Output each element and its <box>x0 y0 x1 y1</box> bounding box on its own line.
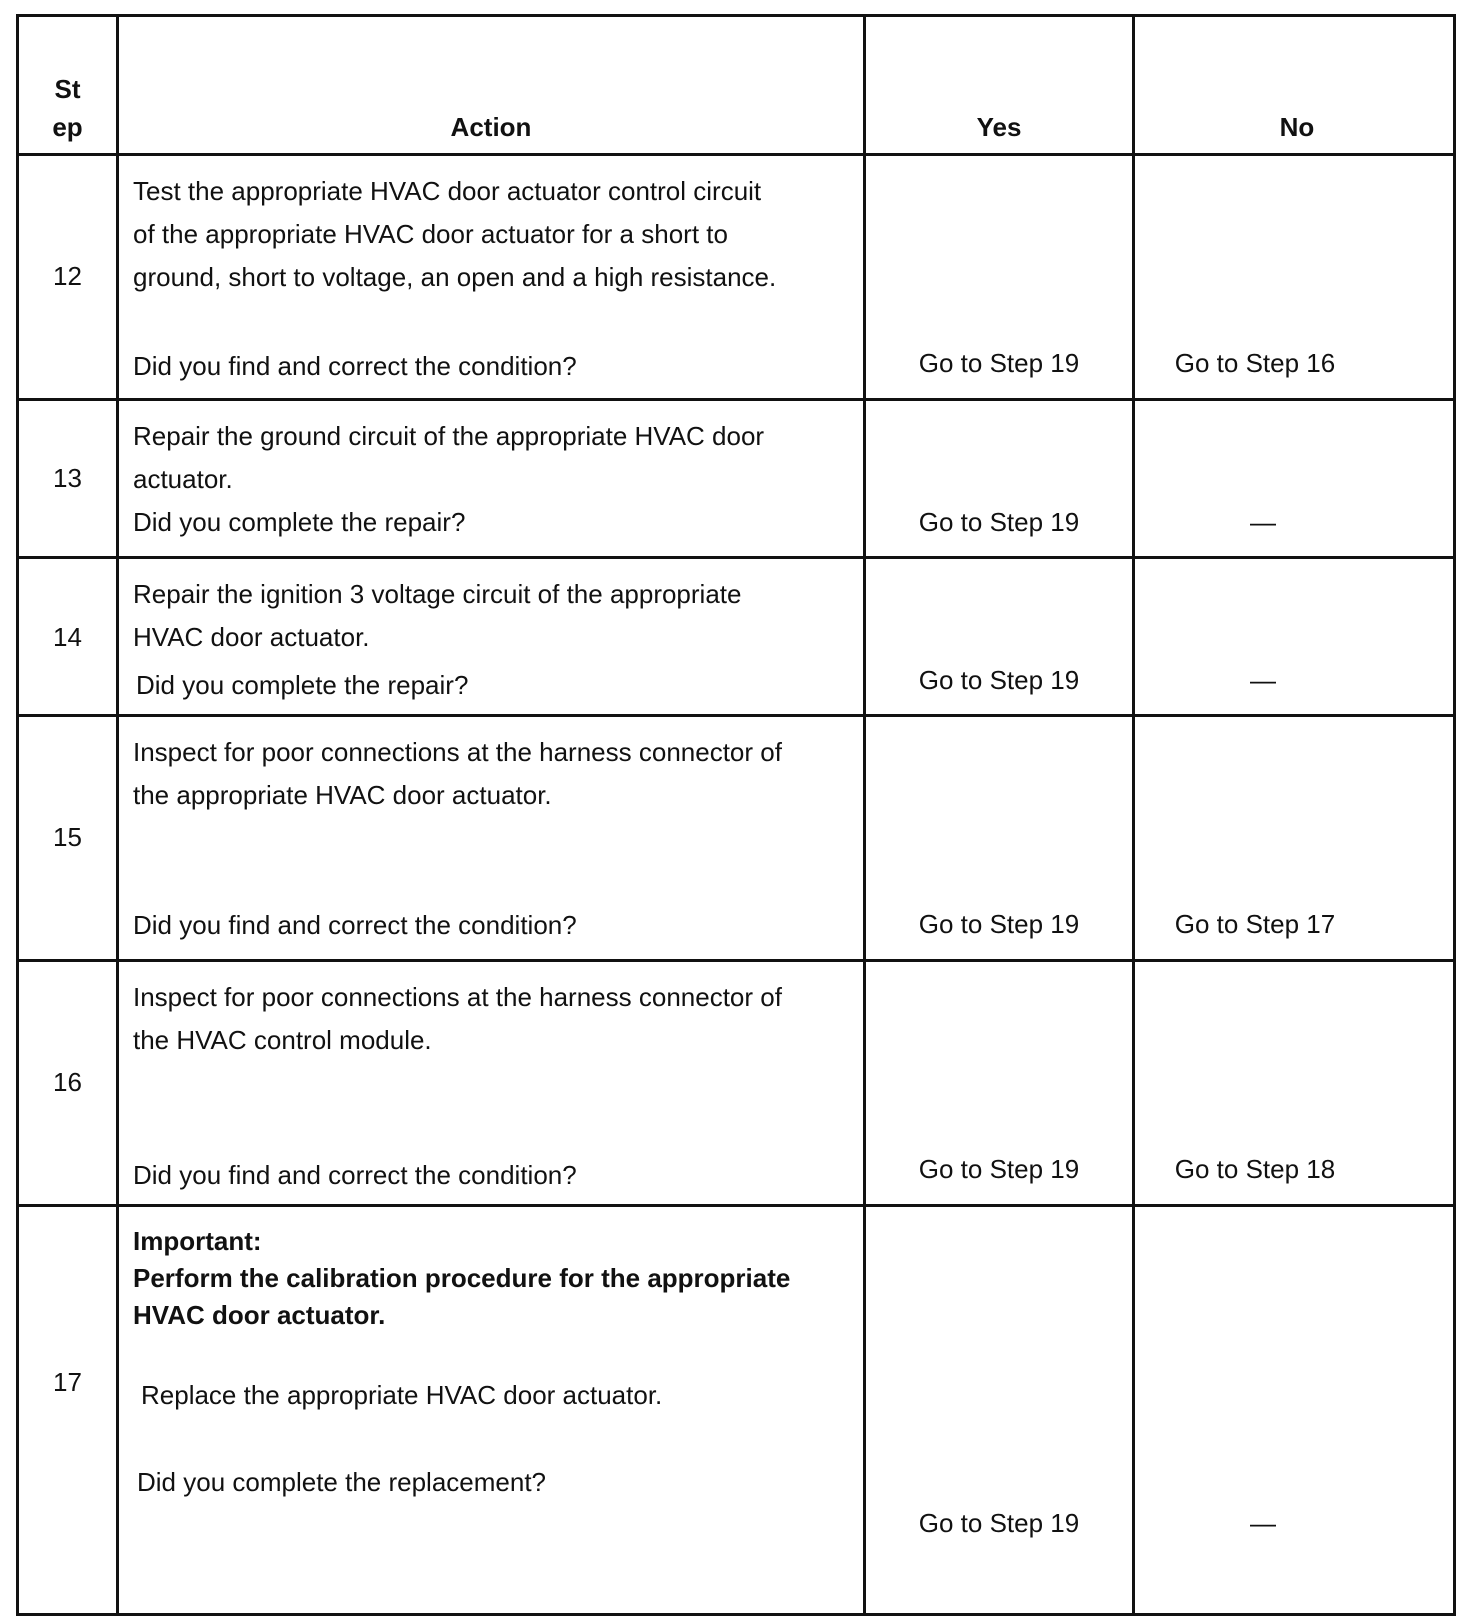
action-text: Inspect for poor connections at the harness connector of <box>133 737 782 767</box>
row-divider <box>19 1204 1453 1207</box>
step-number: 12 <box>53 261 82 291</box>
action-text: the appropriate HVAC door actuator. <box>133 780 552 810</box>
header-no: No <box>1279 112 1315 142</box>
no-result: — <box>1250 507 1276 537</box>
header-step-line1: St <box>54 74 81 104</box>
column-divider <box>863 17 866 1613</box>
diagnostic-table <box>16 14 1456 1616</box>
no-result: Go to Step 16 <box>1174 348 1336 378</box>
step-number: 14 <box>53 622 82 652</box>
header-yes: Yes <box>976 112 1022 142</box>
column-divider <box>1132 17 1135 1613</box>
action-text: Repair the ground circuit of the appropriate HVAC door <box>133 421 765 451</box>
header-step-line2: ep <box>52 112 83 142</box>
action-question: Did you find and correct the condition? <box>133 910 577 940</box>
action-text: ground, short to voltage, an open and a high resistance. <box>133 262 777 292</box>
yes-result: Go to Step 19 <box>918 507 1080 537</box>
action-text: of the appropriate HVAC door actuator for a short to <box>133 219 728 249</box>
action-text: the HVAC control module. <box>133 1025 432 1055</box>
important-label: Important: <box>133 1226 262 1256</box>
action-text: Inspect for poor connections at the harness connector of <box>133 982 782 1012</box>
yes-result: Go to Step 19 <box>918 665 1080 695</box>
yes-result: Go to Step 19 <box>918 1508 1080 1538</box>
header-action: Action <box>450 112 532 142</box>
action-question: Did you find and correct the condition? <box>133 351 577 381</box>
step-number: 16 <box>53 1067 82 1097</box>
yes-result: Go to Step 19 <box>918 909 1080 939</box>
row-divider <box>19 714 1453 717</box>
action-text: actuator. <box>133 464 233 494</box>
step-number: 13 <box>53 463 82 493</box>
step-number: 17 <box>53 1367 82 1397</box>
action-question: Did you find and correct the condition? <box>133 1160 577 1190</box>
row-divider <box>19 959 1453 962</box>
important-text: Perform the calibration procedure for the appropriate <box>133 1263 791 1293</box>
action-question: Did you complete the replacement? <box>137 1467 547 1497</box>
no-result: Go to Step 18 <box>1174 1154 1336 1184</box>
yes-result: Go to Step 19 <box>918 1154 1080 1184</box>
row-divider <box>19 556 1453 559</box>
column-divider <box>116 17 119 1613</box>
action-text: Replace the appropriate HVAC door actuator. <box>141 1380 663 1410</box>
action-text: HVAC door actuator. <box>133 622 370 652</box>
no-result: — <box>1250 665 1276 695</box>
important-text: HVAC door actuator. <box>133 1300 386 1330</box>
action-text: Repair the ignition 3 voltage circuit of the appropriate <box>133 579 742 609</box>
action-text: Test the appropriate HVAC door actuator control circuit <box>133 176 762 206</box>
row-divider <box>19 153 1453 156</box>
step-number: 15 <box>53 822 82 852</box>
yes-result: Go to Step 19 <box>918 348 1080 378</box>
no-result: — <box>1250 1508 1276 1538</box>
action-question: Did you complete the repair? <box>133 507 466 537</box>
no-result: Go to Step 17 <box>1174 909 1336 939</box>
action-question: Did you complete the repair? <box>136 670 469 700</box>
row-divider <box>19 398 1453 401</box>
